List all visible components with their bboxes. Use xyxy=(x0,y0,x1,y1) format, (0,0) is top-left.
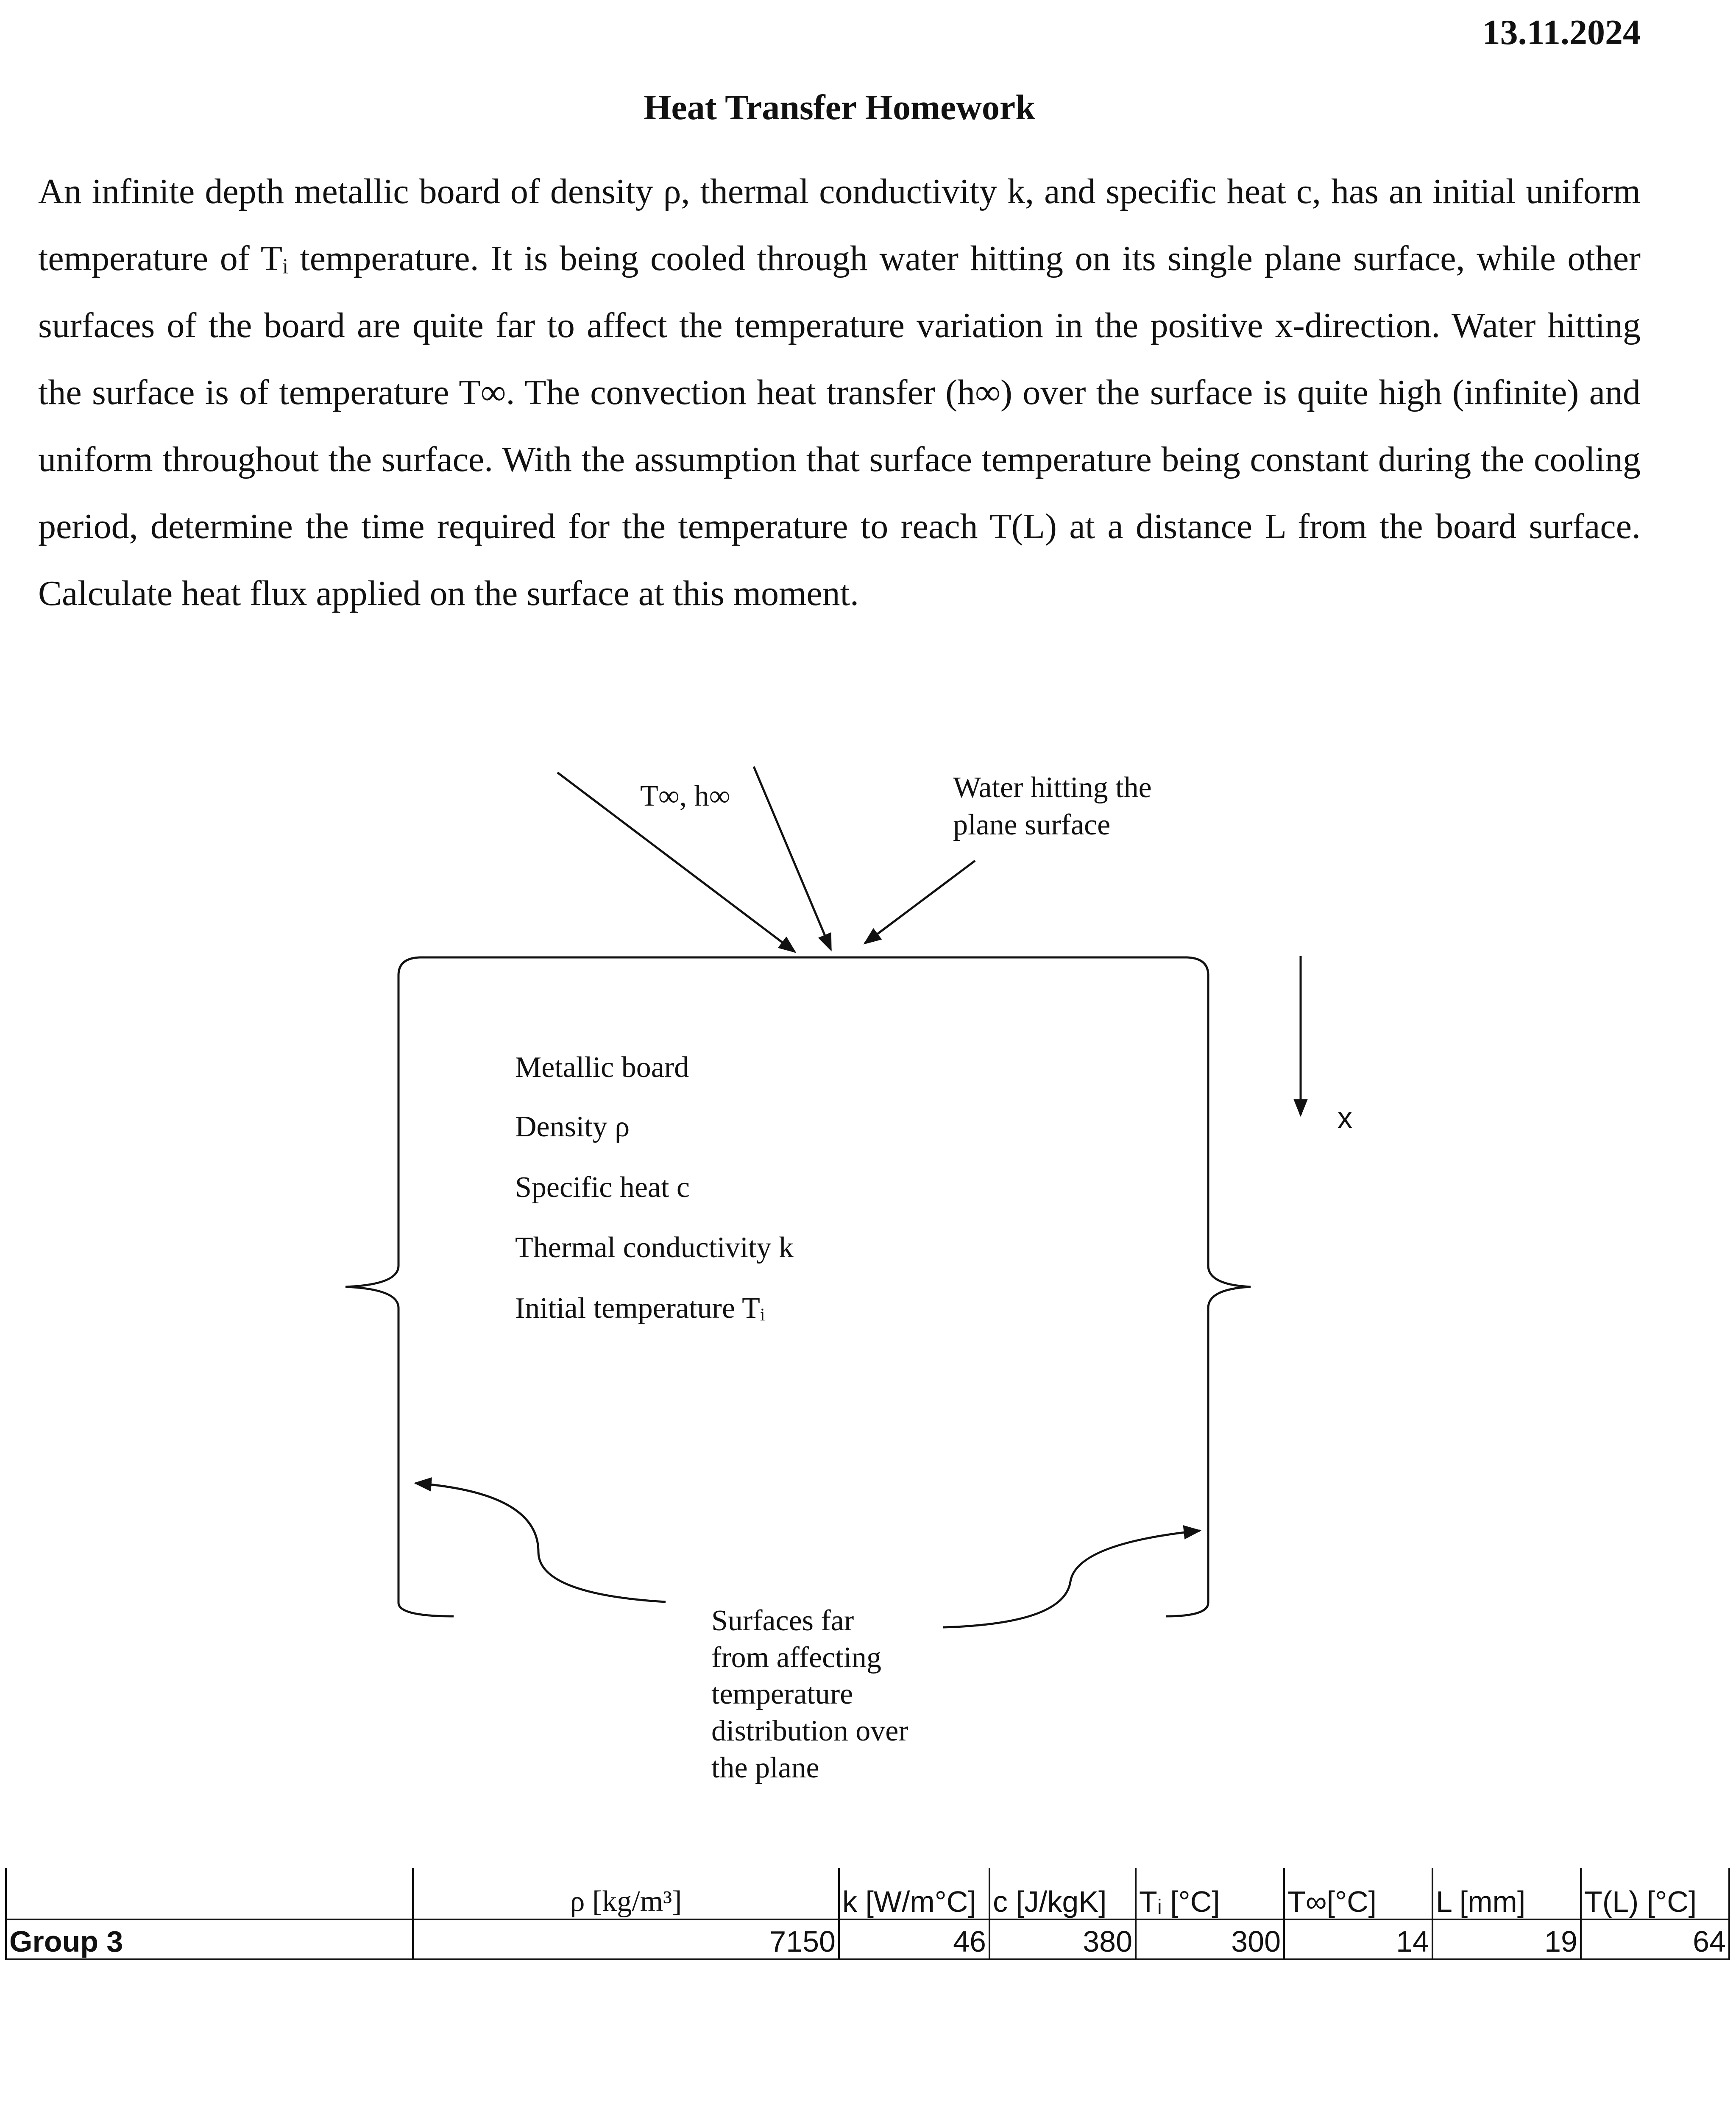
header-cell-specific-heat: c [J/kgK] xyxy=(989,1868,1136,1919)
board-top-surface xyxy=(398,957,1208,975)
surfaces-label-line5: the plane xyxy=(711,1752,819,1784)
fluid-temp-value: 14 xyxy=(1284,1919,1432,1959)
header-cell-density: ρ [kg/m³] xyxy=(413,1868,839,1919)
board-prop-density: Density ρ xyxy=(515,1110,630,1143)
target-temp-value: 64 xyxy=(1581,1919,1729,1959)
table-header-row xyxy=(6,1868,1729,1919)
left-surface-pointer xyxy=(415,1483,666,1602)
header-cell-length: L [mm] xyxy=(1432,1868,1581,1919)
surfaces-label-line3: temperature xyxy=(711,1678,853,1710)
water-label-line1: Water hitting the xyxy=(953,771,1152,804)
header-cell-initial-temp: Tᵢ [°C] xyxy=(1136,1868,1284,1919)
density-value: 7150 xyxy=(413,1919,839,1959)
data-table xyxy=(5,1868,1730,1960)
water-arrow-2 xyxy=(754,767,831,950)
header-cell-target-temp: T(L) [°C] xyxy=(1581,1868,1729,1919)
specific-heat-value: 380 xyxy=(989,1919,1136,1959)
board-prop-name: Metallic board xyxy=(515,1051,689,1084)
board-prop-conductivity: Thermal conductivity k xyxy=(515,1231,794,1264)
x-axis-label: x xyxy=(1338,1101,1352,1134)
table-row xyxy=(6,1919,1729,1959)
header-cell xyxy=(6,1868,413,1919)
length-value: 19 xyxy=(1432,1919,1581,1959)
conductivity-value: 46 xyxy=(839,1919,989,1959)
header-cell-fluid-temp: T∞[°C] xyxy=(1284,1868,1432,1919)
date: 13.11.2024 xyxy=(1482,13,1641,52)
surfaces-label-line4: distribution over xyxy=(711,1715,908,1747)
board-left-side xyxy=(346,975,454,1616)
right-surface-pointer xyxy=(943,1531,1200,1627)
board-prop-specific-heat: Specific heat c xyxy=(515,1171,690,1204)
water-label-line2: plane surface xyxy=(953,809,1111,841)
board-prop-initial-temp: Initial temperature Tᵢ xyxy=(515,1292,765,1325)
surfaces-label-line2: from affecting xyxy=(711,1641,882,1674)
water-arrow-3 xyxy=(865,861,975,943)
fluid-label: T∞, h∞ xyxy=(640,780,730,812)
problem-statement: An infinite depth metallic board of density ρ, thermal conductivity k, and specific heat c, has an initial uniform temperature of Tᵢ temperature. It is being cooled through water hitting on its single plane surface, while other surfaces of the board are quite far to affect the temperature variation in the positive x-direction. Water hitting the surface is of temperature T∞. The convection heat transfer (h∞) over the surface is quite high (infinite) and uniform throughout the surface. With the assumption that surface temperature being constant during the cooling period, determine the time required for the temperature to reach T(L) at a distance L from the board surface. Calculate heat flux applied on the surface at this moment. xyxy=(38,172,1641,613)
initial-temp-value: 300 xyxy=(1136,1919,1284,1959)
group-cell: Group 3 xyxy=(6,1919,413,1959)
board-right-side xyxy=(1166,975,1251,1616)
header-cell-conductivity: k [W/m°C] xyxy=(839,1868,989,1919)
surfaces-label-line1: Surfaces far xyxy=(711,1604,854,1637)
page-title: Heat Transfer Homework xyxy=(644,88,1035,127)
